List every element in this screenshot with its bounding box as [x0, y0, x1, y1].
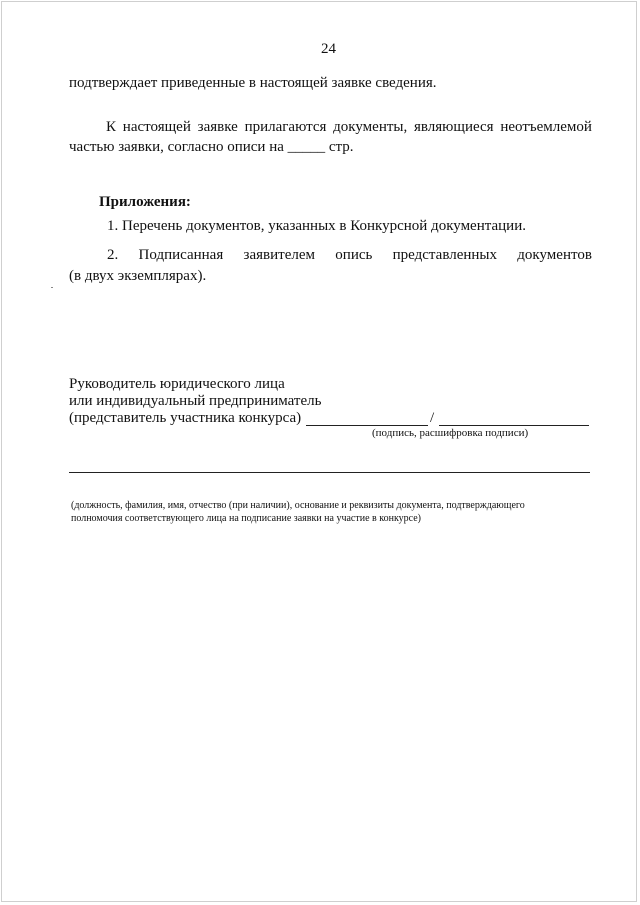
word: представленных [392, 247, 497, 263]
word: прилагаются [244, 119, 327, 135]
word: 2. [107, 247, 119, 263]
signature-caption: (подпись, расшифровка подписи) [372, 427, 529, 439]
appendix-item-1: 1. Перечень документов, указанных в Конкурсной документации. [107, 218, 526, 234]
appendix-item-2-line1 [107, 246, 592, 264]
page-number: 24 [321, 41, 336, 57]
word: заявке [197, 119, 238, 135]
signature-line3: (представитель участника конкурса) [69, 410, 302, 426]
word: заявителем [243, 247, 315, 263]
position-field-line[interactable] [69, 472, 590, 473]
word: являющиеся [414, 119, 494, 135]
attachments-note-line1 [106, 118, 592, 136]
intro-line: подтверждает приведенные в настоящей заявке сведения. [69, 75, 437, 91]
signature-line1: Руководитель юридического лица [69, 376, 285, 392]
footnote-line2: полномочия соответствующего лица на подписание заявки на участие в конкурсе) [71, 513, 422, 524]
word: неотъемлемой [500, 119, 592, 135]
word: К [106, 119, 117, 135]
signature-separator: / [430, 410, 435, 426]
scan-mark [51, 287, 53, 288]
word: документы, [333, 119, 408, 135]
attachments-note-line2: частью заявки, согласно описи на _____ стр. [69, 139, 354, 155]
word: настоящей [122, 119, 191, 135]
word: документов [517, 247, 592, 263]
word: опись [335, 247, 373, 263]
appendix-heading: Приложения: [99, 194, 191, 210]
word: Подписанная [138, 247, 224, 263]
signature-line2: или индивидуальный предприниматель [69, 393, 322, 409]
footnote-line1: (должность, фамилия, имя, отчество (при наличии), основание и реквизиты документа, подтверждающего [71, 500, 525, 511]
appendix-item-2-line2: (в двух экземплярах). [69, 268, 207, 284]
page-frame [1, 1, 637, 902]
